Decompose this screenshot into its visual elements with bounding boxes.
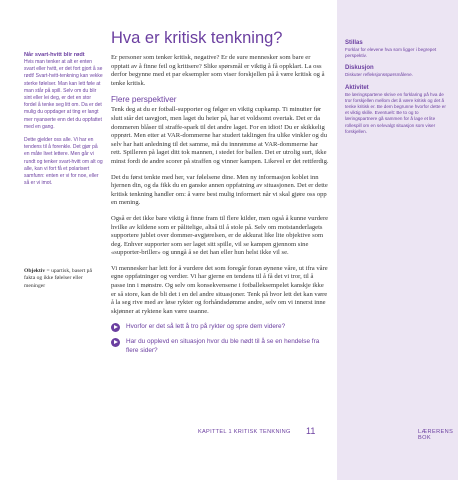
sidebar-paragraph-1: Hvis man tenker at alt er enten svart eller hvitt, er det fort gjort å se rødt! Svart-hvitt-tenkning kan vekke sterke følelser. Man kan lett føle at man står på spill. Selv om du blir sint eller lei deg, er det en stor fordel å tenke seg litt om. Da er det mulig du oppdager at ting er langt mer nyanserte enn det du oppfattet med en gang. — [24, 59, 103, 130]
teacher-sidebar — [337, 0, 458, 480]
page-footer — [198, 427, 458, 439]
main-column — [111, 28, 329, 355]
stillas-text: Forklar for elevene hva som ligger i begrepet perspektiv. — [345, 47, 437, 59]
glossary-objektiv — [24, 268, 104, 290]
diskusjon-text: Diskuter refleksjonsspørsmålene. — [345, 72, 413, 78]
book-label: LÆRERENS BOK — [418, 429, 454, 441]
glossary-definition: = upartisk, basert på fakta og ikke følelser eller meninger — [24, 268, 92, 289]
section-heading: Flere perspektiver — [111, 95, 177, 105]
question-text-1: Hvorfor er det så lett å tro på rykter og spre dem videre? — [126, 323, 286, 331]
aktivitet-heading: Aktivitet — [345, 84, 369, 91]
play-arrow-icon — [111, 338, 120, 347]
diskusjon-heading: Diskusjon — [345, 65, 374, 72]
sidebar-paragraph-2: Dette gjelder oss alle. Vi har en tendens til å forenkle. Det gjør på en måte livet lettere. Men går vi rundt og tenker svart-hvitt om alt og alle, kan vi fort få et polarisert samfunn: enten er vi for noe, eller så er vi imot. — [24, 137, 103, 187]
reflection-question-2 — [111, 338, 329, 355]
question-text-2: Har du opplevd en situasjon hvor du ble nødt til å se en hendelse fra flere sider? — [126, 338, 320, 354]
chapter-label: KAPITTEL 1 KRITISK TENKNING — [198, 429, 291, 435]
sidebar-title: Når svart-hvitt blir rødt — [24, 52, 85, 58]
page-title: Hva er kritisk tenkning? — [111, 29, 283, 47]
stillas-heading: Stillas — [345, 40, 363, 46]
page-number: 11 — [306, 426, 316, 436]
body-paragraph-2: Det du først tenkte med her, var følelsene dine. Men ny informasjon koblet inn hjernen din, og da fikk du en ganske annen oppfatning av situasjonen. Det er dette kritisk tenkning handler om: å være best mulig informert når vi skal gjøre oss opp en mening. — [111, 173, 328, 207]
glossary-term: Objektiv — [24, 268, 46, 274]
intro-paragraph: Er personer som tenker kritisk, negative? Er de sure mennesker som bare er opptatt av å finne feil og kritisere? Slike spørsmål er viktig å få oppklart. La oss derfor begynne med et par eksempler som viser forskjellen på å være kritisk og å tenke kritisk. — [111, 54, 325, 87]
body-paragraph-4: Vi mennesker har lett for å vurdere det som foregår foran øynene våre, ut ifra våre egne oppfatninger og verdier. Vi har gjerne en tendens til å få det vi tror, til å passe inn i mønstre. Og selv om konsekvensene i fotballeksempelet kanskje ikke er så store, kan de bli det i en del andre situasjoner. Tenk på hvor lett det kan være å la seg rive med av løse rykter og forhåndsdømme andre, selv om vi innerst inne skjønner at ryktene kan være usanne. — [111, 264, 328, 315]
aktivitet-text: Be læringspartene skrive en forklaring på hva de tror forskjellen mellom det å være kritisk og det å tenke kritisk er. Be dem begrunne hvorfor dette er et viktig skille. Eventuelt: Be to og to læringspartnere gå sammen for å lage et lite rollespill om en selvvalgt situasjon som viser forskjellen. — [345, 91, 446, 134]
body-paragraph-1: Tenk deg at du er fotball-supporter og følger en viktig cupkamp. Ti minutter før slutt står det uavgjort, men laget du heier på, har et voldsomt overtak. Det er da dommeren blåser til straffe-spark til det andre laget. For en idiot! Du er skikkelig opprørt. Men etter at VAR-dommerne har studert taklingen fra ulike vinkler og du selv har hatt anledning til det samme, må du innrømme at VAR-dommerne har rett. Spilleren på laget ditt tok mannen, i stedet for ballen. Det er utrolig surt, ikke minst fordi de andre scorer på straffen og vinner kampen. Likevel er det rettferdig. — [111, 106, 329, 165]
left-sidebar — [24, 52, 104, 193]
body-paragraph-3: Også er det ikke bare viktig å finne fram til flere kilder, men også å kunne vurdere hvilke av kildene som er pålitelige, altså til å stole på. Selv om motstanderlagets supportere jublet over dommer-avgjørelsen, er de akkurat like lite objektive som deg. Enhver supporter som ser laget sitt spille, vil se kampen gjennom sine «supporter-briller» og unngå å se det han eller hun helst ikke vil se. — [111, 214, 329, 257]
reflection-question-1 — [111, 323, 329, 332]
play-arrow-icon — [111, 323, 120, 332]
